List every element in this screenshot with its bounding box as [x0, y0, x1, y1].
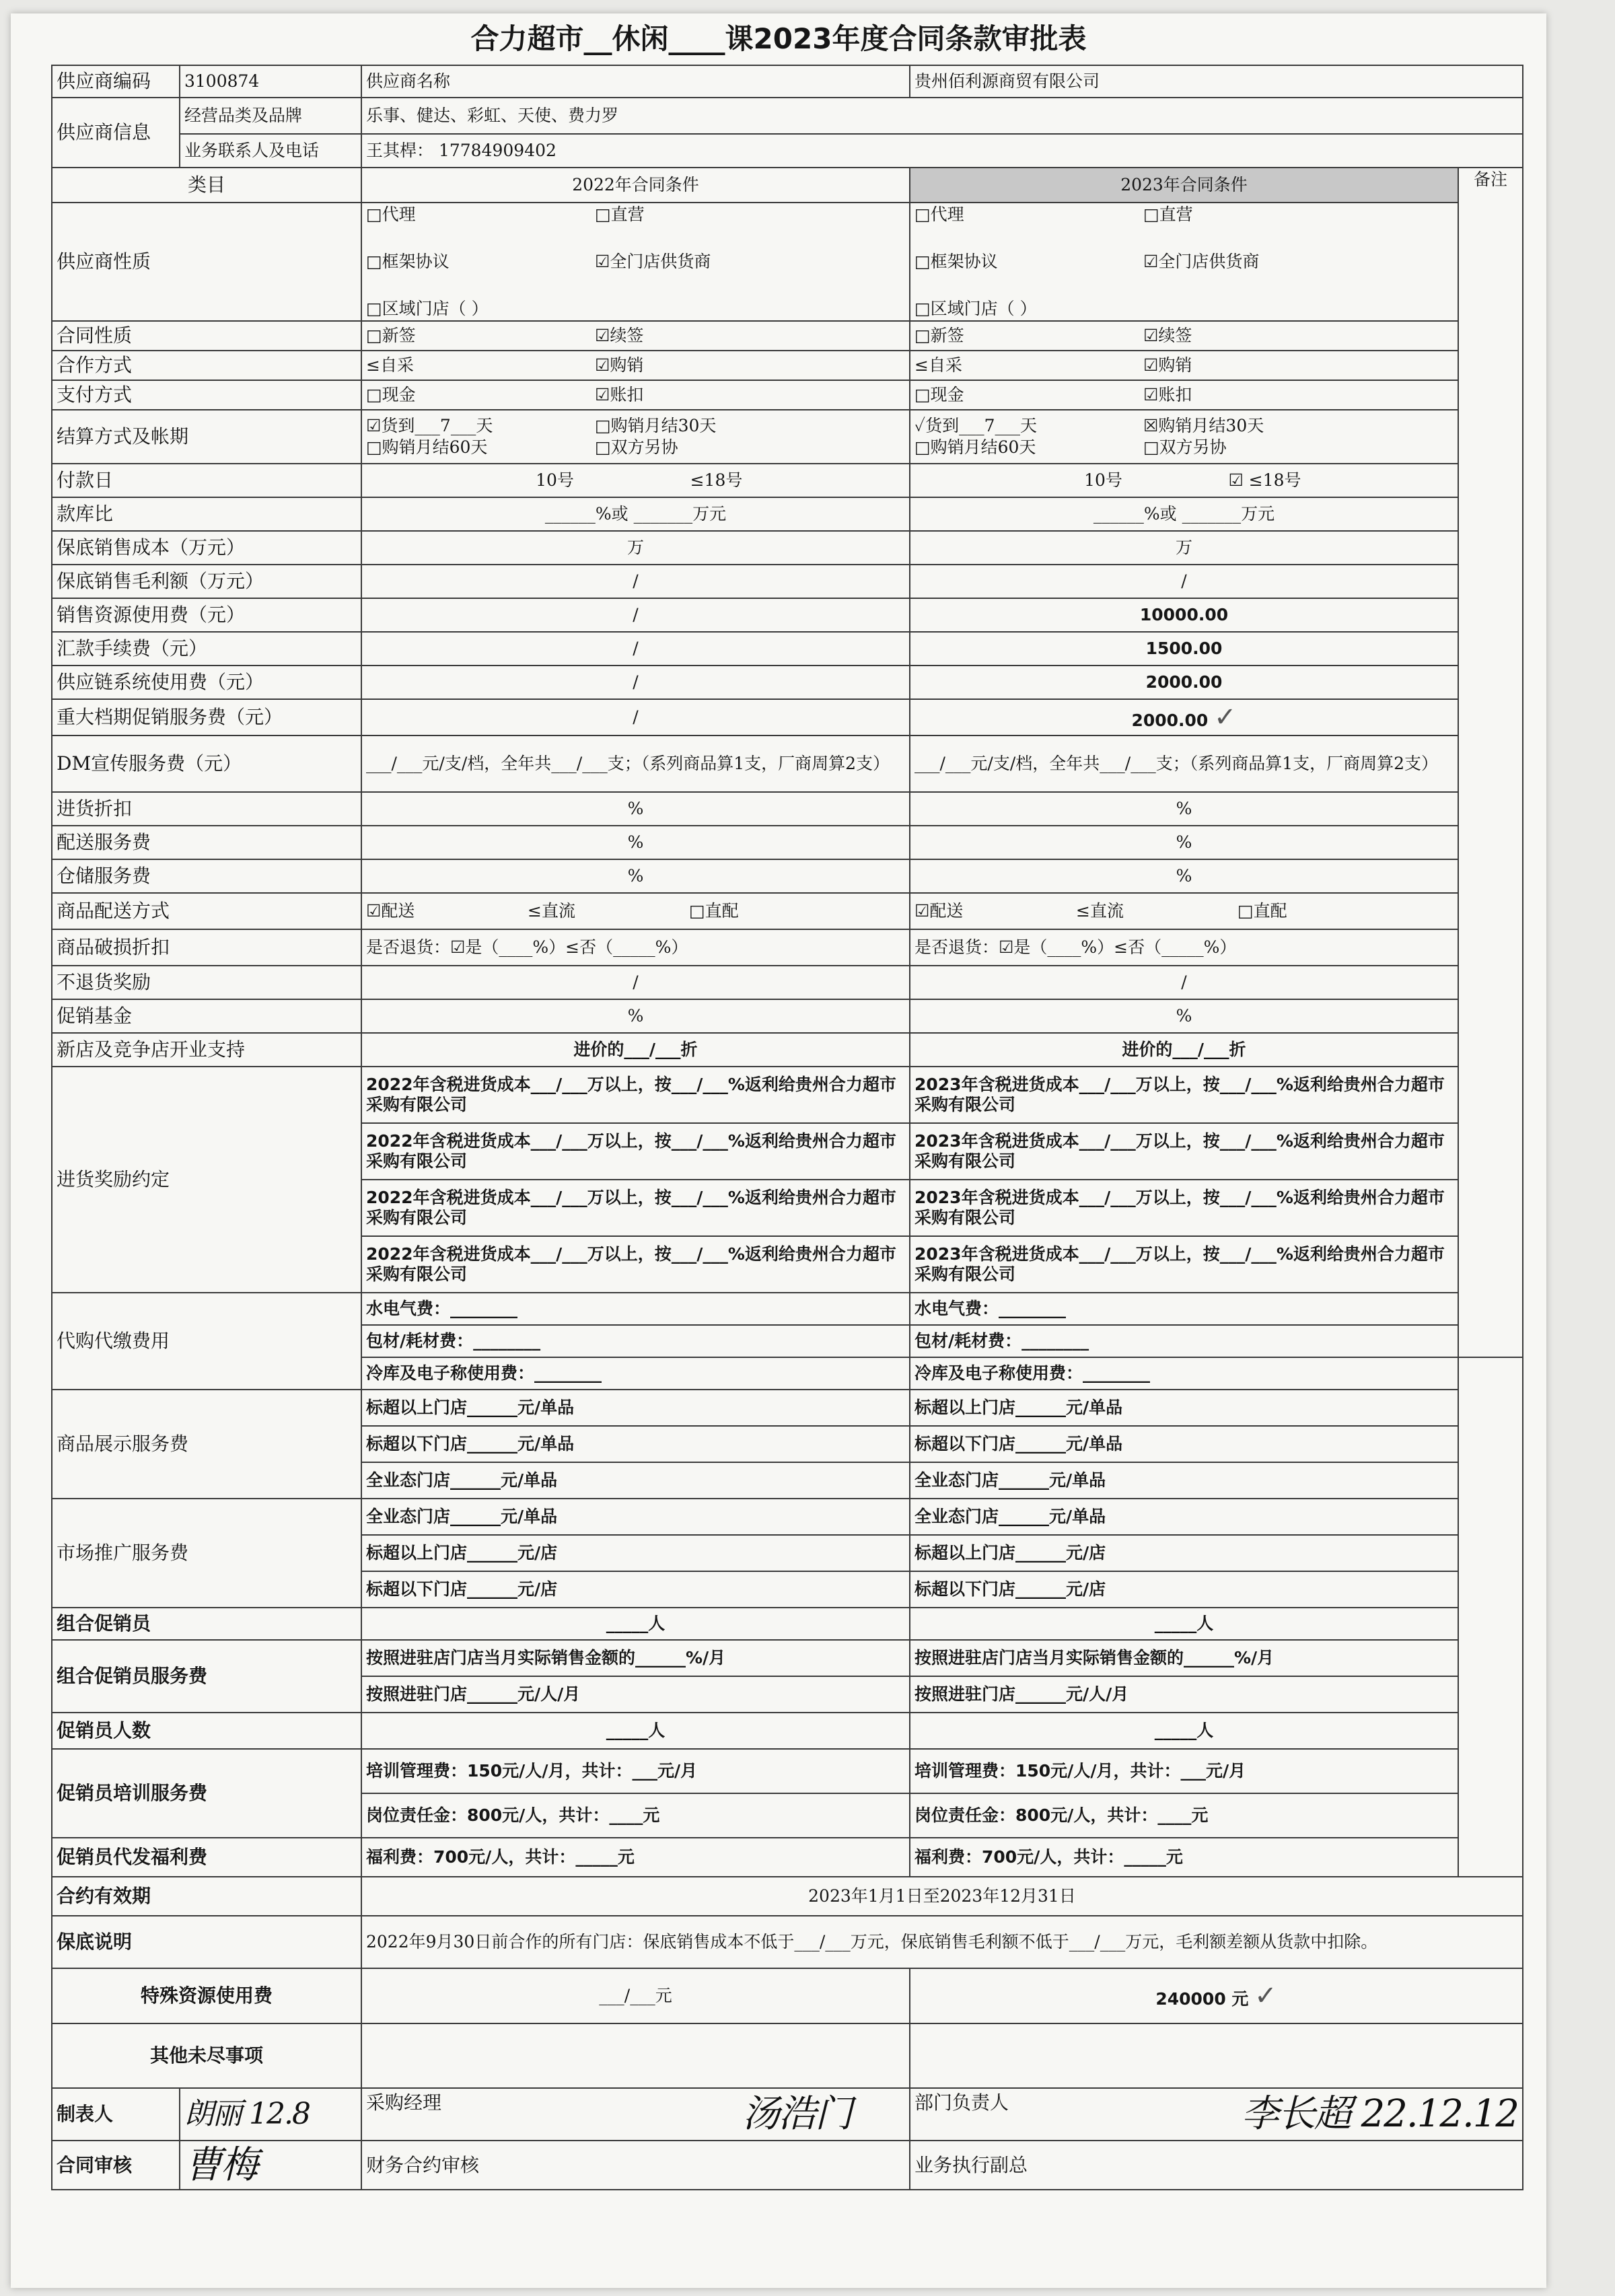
contract-type-2022 [361, 321, 910, 351]
payment-mode-label: 支付方式 [52, 380, 361, 410]
training-2023-mgmt[interactable]: 培训管理费：150元/人/月，共计：___元/月 [910, 1749, 1458, 1793]
stock-ratio-2023[interactable]: ______%或 _______万元 [910, 497, 1458, 531]
agency-2023-cold[interactable]: 冷库及电子称使用费：________ [910, 1357, 1458, 1390]
settle-30-2023[interactable]: ☒购销月结30天 [1143, 416, 1264, 435]
display-2023-below[interactable]: 标超以下门店______元/单品 [910, 1426, 1458, 1462]
pay-day-18-2022[interactable]: ≤18号 [690, 470, 743, 490]
cash-2023[interactable]: □现金 [914, 385, 964, 404]
special-fee-2023 [910, 1968, 1523, 2023]
guarantee-value[interactable]: 2022年9月30日前合作的所有门店：保底销售成本不低于___/___万元，保底销售毛利额不低于___/___万元，毛利额差额从货款中扣除。 [361, 1916, 1523, 1968]
resource-fee-2023[interactable]: 10000.00 [910, 598, 1458, 632]
rebate-2022-3[interactable]: 2022年含税进货成本___/___万以上，按___/___%返利给贵州合力超市采购有限公司 [361, 1180, 910, 1236]
settle-60-2022[interactable]: □购销月结60天 [366, 437, 488, 457]
rebate-2022-1[interactable]: 2022年含税进货成本___/___万以上，按___/___%返利给贵州合力超市采购有限公司 [361, 1067, 910, 1123]
supplier-code-label: 供应商编码 [52, 65, 180, 98]
promoter-count-2023[interactable]: _____人 [910, 1713, 1458, 1749]
dm-fee-label: DM宣传服务费（元） [52, 736, 361, 792]
settle-other-2023[interactable]: □双方另协 [1143, 437, 1227, 457]
settle-arrival-2022[interactable]: ☑货到___7___天 [366, 416, 493, 435]
contract-type-label: 合同性质 [52, 321, 361, 351]
training-2022-mgmt[interactable]: 培训管理费：150元/人/月，共计：___元/月 [361, 1749, 910, 1793]
pay-day-10-2022[interactable]: 10号 [536, 470, 574, 490]
direct-ship-2022[interactable]: □直配 [689, 901, 739, 921]
purchase-manager-cell [361, 2088, 910, 2141]
nature-2022-framework[interactable]: □框架协议 [366, 252, 450, 271]
pay-day-2023 [910, 464, 1458, 497]
agency-2022-cold[interactable]: 冷库及电子称使用费：________ [361, 1357, 910, 1390]
delivery-mode-label: 商品配送方式 [52, 893, 361, 929]
header-2022: 2022年合同条件 [361, 168, 910, 203]
finance-review-label: 财务合约审核 [361, 2141, 910, 2190]
display-2023-above[interactable]: 标超以上门店______元/单品 [910, 1390, 1458, 1426]
payment-mode-2022 [361, 380, 910, 410]
nature-2023-direct[interactable]: □直营 [1143, 205, 1193, 224]
category-header: 类目 [52, 168, 361, 203]
promo-service-2023 [910, 699, 1458, 736]
direct-flow-2023[interactable]: ≤直流 [1076, 901, 1124, 921]
nature-2022-regional[interactable]: □区域门店（ ） [366, 299, 489, 318]
marketing-2023-below[interactable]: 标超以下门店______元/店 [910, 1571, 1458, 1608]
nature-2023-agent[interactable]: □代理 [914, 205, 964, 224]
deduct-2022[interactable]: ☑账扣 [595, 385, 644, 404]
dept-head-cell [910, 2088, 1523, 2141]
review-signature [180, 2141, 361, 2190]
other-label: 其他未尽事项 [52, 2023, 361, 2088]
agency-2023-utility[interactable]: 水电气费：________ [910, 1293, 1458, 1325]
deliver-2023[interactable]: ☑配送 [914, 901, 964, 921]
settlement-2023 [910, 410, 1458, 464]
self-purchase-2023[interactable]: ≤自采 [914, 355, 962, 375]
settle-other-2022[interactable]: □双方另协 [595, 437, 678, 457]
rebate-2023-4[interactable]: 2023年含税进货成本___/___万以上，按___/___%返利给贵州合力超市采购有限公司 [910, 1236, 1458, 1293]
prepared-signature [180, 2088, 361, 2141]
brand-label: 经营品类及品牌 [180, 98, 361, 134]
min-margin-2023[interactable]: / [910, 565, 1458, 598]
purchase-sale-2023[interactable]: ☑购销 [1143, 355, 1192, 375]
combo-service-2023-pct[interactable]: 按照进驻店门店当月实际销售金额的______%/月 [910, 1640, 1458, 1676]
marketing-2022-all[interactable]: 全业态门店______元/单品 [361, 1499, 910, 1535]
dm-fee-2022[interactable]: ___/___元/支/档，全年共___/___支；（系列商品算1支，厂商周算2支） [361, 736, 910, 792]
agency-2022-utility[interactable]: 水电气费：________ [361, 1293, 910, 1325]
new-store-2023[interactable]: 进价的___/___折 [910, 1033, 1458, 1067]
stock-ratio-label: 款库比 [52, 497, 361, 531]
special-fee-label: 特殊资源使用费 [52, 1968, 361, 2023]
contact-label: 业务联系人及电话 [180, 134, 361, 168]
promo-fund-2023[interactable]: % [910, 999, 1458, 1033]
deduct-2023[interactable]: ☑账扣 [1143, 385, 1192, 404]
display-2022-all[interactable]: 全业态门店______元/单品 [361, 1462, 910, 1499]
nature-2022-allstore[interactable]: ☑全门店供货商 [595, 252, 711, 271]
combo-promoter-2023[interactable]: _____人 [910, 1608, 1458, 1640]
nature-2023-framework[interactable]: □框架协议 [914, 252, 998, 271]
damage-2022[interactable]: 是否退货：☑是（____%）≤否（_____%） [361, 929, 910, 966]
purchase-sale-2022[interactable]: ☑购销 [595, 355, 644, 375]
special-fee-2022[interactable]: ___/___元 [361, 1968, 910, 2023]
nature-label: 供应商性质 [52, 203, 361, 321]
promoter-count-2022[interactable]: _____人 [361, 1713, 910, 1749]
promo-service-label: 重大档期促销服务费（元） [52, 699, 361, 736]
damage-2023[interactable]: 是否退货：☑是（____%）≤否（_____%） [910, 929, 1458, 966]
settle-60-2023[interactable]: □购销月结60天 [914, 437, 1036, 457]
prepared-signature-text: 朗丽 12.8 [184, 2096, 310, 2131]
direct-flow-2022[interactable]: ≤直流 [528, 901, 575, 921]
marketing-2023-above[interactable]: 标超以上门店______元/店 [910, 1535, 1458, 1571]
deliver-2022[interactable]: ☑配送 [366, 901, 415, 921]
settle-arrival-2023[interactable]: ✓货到___7___天 [914, 416, 1038, 435]
welfare-2023[interactable]: 福利费：700元/人，共计：_____元 [910, 1838, 1458, 1877]
tick-mark-icon: ✓ [1254, 1980, 1277, 2011]
guarantee-label: 保底说明 [52, 1916, 361, 1968]
marketing-2022-above[interactable]: 标超以上门店______元/店 [361, 1535, 910, 1571]
supplier-name-value: 贵州佰利源商贸有限公司 [910, 65, 1523, 98]
combo-service-label: 组合促销员服务费 [52, 1640, 361, 1713]
display-label: 商品展示服务费 [52, 1390, 361, 1499]
contract-approval-sheet [11, 13, 1546, 2288]
settle-30-2022[interactable]: □购销月结30天 [595, 416, 717, 435]
new-store-2022[interactable]: 进价的___/___折 [361, 1033, 910, 1067]
marketing-2022-below[interactable]: 标超以下门店______元/店 [361, 1571, 910, 1608]
agency-2023-packing[interactable]: 包材/耗材费：________ [910, 1325, 1458, 1357]
approval-table [51, 65, 1523, 2190]
coop-mode-2022 [361, 351, 910, 380]
delivery-mode-2023 [910, 893, 1458, 929]
brand-value: 乐事、健达、彩虹、天使、费力罗 [361, 98, 1523, 134]
delivery-fee-label: 配送服务费 [52, 826, 361, 859]
promo-service-2022[interactable]: / [361, 699, 910, 736]
rebate-2023-3[interactable]: 2023年含税进货成本___/___万以上，按___/___%返利给贵州合力超市采购有限公司 [910, 1180, 1458, 1236]
display-2023-all[interactable]: 全业态门店______元/单品 [910, 1462, 1458, 1499]
nature-2023-allstore[interactable]: ☑全门店供货商 [1143, 252, 1260, 271]
self-purchase-2022[interactable]: ≤自采 [366, 355, 414, 375]
combo-promoter-label: 组合促销员 [52, 1608, 361, 1640]
delivery-fee-2023[interactable]: % [910, 826, 1458, 859]
prepared-label: 制表人 [52, 2088, 180, 2141]
welfare-label: 促销员代发福利费 [52, 1838, 361, 1877]
special-fee-2023-value[interactable]: 240000 元 [1155, 1989, 1249, 2009]
combo-promoter-2022[interactable]: _____人 [361, 1608, 910, 1640]
contact-value: 王其桿： 17784909402 [361, 134, 1523, 168]
marketing-label: 市场推广服务费 [52, 1499, 361, 1608]
supplier-code-value: 3100874 [180, 65, 361, 98]
delivery-fee-2022[interactable]: % [361, 826, 910, 859]
nature-2022-agent[interactable]: □代理 [366, 205, 416, 224]
rebate-2023-1[interactable]: 2023年含税进货成本___/___万以上，按___/___%返利给贵州合力超市采购有限公司 [910, 1067, 1458, 1123]
new-store-label: 新店及竞争店开业支持 [52, 1033, 361, 1067]
no-return-2023[interactable]: / [910, 966, 1458, 999]
dm-fee-2023[interactable]: ___/___元/支/档，全年共___/___支；（系列商品算1支，厂商周算2支） [910, 736, 1458, 792]
purchase-discount-label: 进货折扣 [52, 792, 361, 826]
scm-fee-2023[interactable]: 2000.00 [910, 666, 1458, 699]
promo-fund-2022[interactable]: % [361, 999, 910, 1033]
nature-2022 [361, 203, 910, 321]
agency-2022-packing[interactable]: 包材/耗材费：________ [361, 1325, 910, 1357]
resource-fee-2022[interactable]: / [361, 598, 910, 632]
resource-fee-label: 销售资源使用费（元） [52, 598, 361, 632]
training-label: 促销员培训服务费 [52, 1749, 361, 1838]
remit-fee-2023[interactable]: 1500.00 [910, 632, 1458, 666]
combo-service-2023-fixed[interactable]: 按照进驻门店______元/人/月 [910, 1676, 1458, 1713]
coop-mode-2023 [910, 351, 1458, 380]
settlement-label: 结算方式及帐期 [52, 410, 361, 464]
min-cost-2023[interactable]: 万 [910, 531, 1458, 565]
new-sign-2023[interactable]: □新签 [914, 326, 964, 345]
settlement-2022 [361, 410, 910, 464]
agency-label: 代购代缴费用 [52, 1293, 361, 1390]
supplier-name-label: 供应商名称 [361, 65, 910, 98]
combo-service-2022-pct[interactable]: 按照进驻店门店当月实际销售金额的______%/月 [361, 1640, 910, 1676]
min-margin-label: 保底销售毛利额（万元） [52, 565, 361, 598]
storage-fee-2023[interactable]: % [910, 859, 1458, 893]
rebate-2022-4[interactable]: 2022年含税进货成本___/___万以上，按___/___%返利给贵州合力超市采购有限公司 [361, 1236, 910, 1293]
min-cost-2022[interactable]: 万 [361, 531, 910, 565]
nature-2023-regional[interactable]: □区域门店（ ） [914, 299, 1037, 318]
review-signature-text: 曹梅 [184, 2143, 257, 2187]
purchase-discount-2023[interactable]: % [910, 792, 1458, 826]
min-margin-2022[interactable]: / [361, 565, 910, 598]
pay-day-10-2023[interactable]: 10号 [1084, 470, 1122, 490]
min-cost-label: 保底销售成本（万元） [52, 531, 361, 565]
combo-service-2022-fixed[interactable]: 按照进驻门店______元/人/月 [361, 1676, 910, 1713]
rebate-2022-2[interactable]: 2022年含税进货成本___/___万以上，按___/___%返利给贵州合力超市采购有限公司 [361, 1123, 910, 1180]
nature-2022-direct[interactable]: □直营 [595, 205, 645, 224]
pay-day-label: 付款日 [52, 464, 361, 497]
no-return-label: 不退货奖励 [52, 966, 361, 999]
dept-head-signature: 李长超 22.12.12 [1241, 2092, 1519, 2137]
nature-2023 [910, 203, 1458, 321]
purchase-manager-signature: 汤浩门 [742, 2092, 851, 2137]
promo-fund-label: 促销基金 [52, 999, 361, 1033]
validity-value[interactable]: 2023年1月1日至2023年12月31日 [361, 1877, 1523, 1916]
payment-mode-2023 [910, 380, 1458, 410]
tick-mark-icon: ✓ [1214, 702, 1237, 733]
no-return-2022[interactable]: / [361, 966, 910, 999]
renew-2022[interactable]: ☑续签 [595, 326, 644, 345]
other-2022[interactable] [361, 2023, 910, 2088]
damage-label: 商品破损折扣 [52, 929, 361, 966]
scm-fee-2022[interactable]: / [361, 666, 910, 699]
header-2023: 2023年合同条件 [910, 168, 1458, 203]
remark-header: 备注 [1458, 168, 1523, 1357]
welfare-2022[interactable]: 福利费：700元/人，共计：_____元 [361, 1838, 910, 1877]
validity-label: 合约有效期 [52, 1877, 361, 1916]
dept-head-label: 部门负责人 [914, 2091, 1009, 2114]
review-label: 合同审核 [52, 2141, 180, 2190]
direct-ship-2023[interactable]: □直配 [1237, 901, 1287, 921]
scm-fee-label: 供应链系统使用费（元） [52, 666, 361, 699]
contract-type-2023 [910, 321, 1458, 351]
remit-fee-label: 汇款手续费（元） [52, 632, 361, 666]
pay-day-18-2023[interactable]: ☑ ≤18号 [1228, 470, 1301, 490]
coop-mode-label: 合作方式 [52, 351, 361, 380]
purchase-manager-label: 采购经理 [366, 2091, 442, 2114]
promoter-count-label: 促销员人数 [52, 1713, 361, 1749]
storage-fee-2022[interactable]: % [361, 859, 910, 893]
delivery-mode-2022 [361, 893, 910, 929]
renew-2023[interactable]: ☑续签 [1143, 326, 1192, 345]
display-2022-above[interactable]: 标超以上门店______元/单品 [361, 1390, 910, 1426]
cash-2022[interactable]: □现金 [366, 385, 416, 404]
new-sign-2022[interactable]: □新签 [366, 326, 416, 345]
other-2023[interactable] [910, 2023, 1523, 2088]
remit-fee-2022[interactable]: / [361, 632, 910, 666]
pay-day-2022 [361, 464, 910, 497]
marketing-2023-all[interactable]: 全业态门店______元/单品 [910, 1499, 1458, 1535]
stock-ratio-2022[interactable]: ______%或 _______万元 [361, 497, 910, 531]
training-2023-duty[interactable]: 岗位责任金：800元/人，共计：____元 [910, 1793, 1458, 1838]
rebate-2023-2[interactable]: 2023年含税进货成本___/___万以上，按___/___%返利给贵州合力超市采购有限公司 [910, 1123, 1458, 1180]
supplier-info-label: 供应商信息 [52, 98, 180, 168]
storage-fee-label: 仓储服务费 [52, 859, 361, 893]
rebate-label: 进货奖励约定 [52, 1067, 361, 1293]
display-2022-below[interactable]: 标超以下门店______元/单品 [361, 1426, 910, 1462]
exec-vp-label: 业务执行副总 [910, 2141, 1523, 2190]
training-2022-duty[interactable]: 岗位责任金：800元/人，共计：____元 [361, 1793, 910, 1838]
purchase-discount-2022[interactable]: % [361, 792, 910, 826]
promo-service-2023-value[interactable]: 2000.00 [1131, 711, 1209, 730]
form-title: 合力超市__休闲____课2023年度合同条款审批表 [470, 22, 1087, 55]
